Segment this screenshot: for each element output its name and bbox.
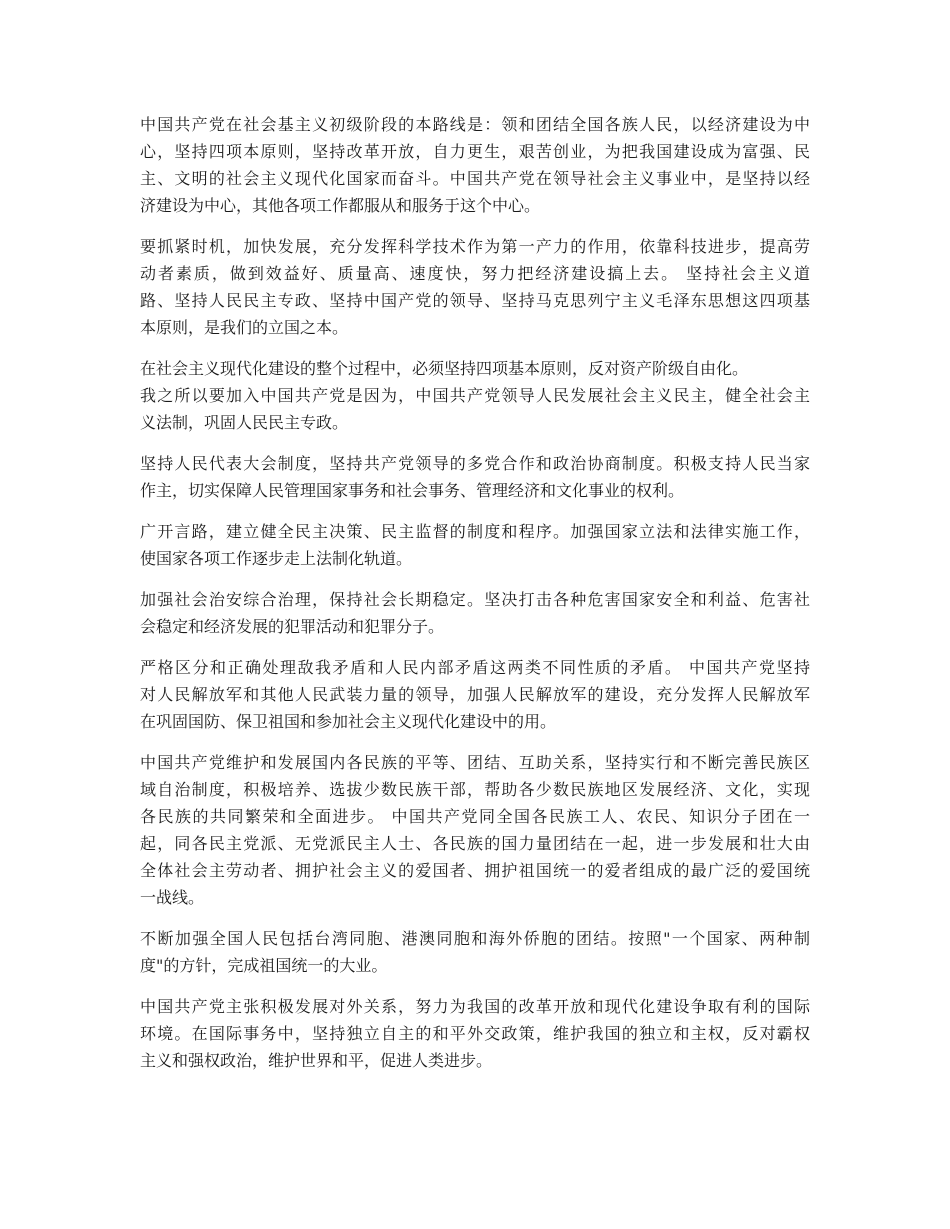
paragraph-7 (140, 654, 810, 735)
text-line: 动者素质，做到效益好、质量高、速度快，努力把经济建设搞上去。 坚持社会主义道 (140, 264, 810, 283)
paragraph-2 (140, 233, 810, 341)
paragraph-4 (140, 450, 810, 504)
text-line: 在巩固国防、保卫祖国和参加社会主义现代化建设中的用。 (140, 712, 557, 731)
paragraph-8 (140, 749, 810, 911)
paragraph-6 (140, 586, 810, 640)
text-line: 心，坚持四项本原则，坚持改革开放，自力更生，艰苦创业，为把我国建设成为富强、民 (140, 142, 810, 161)
text-line: 作主，切实保障人民管理国家事务和社会事务、管理经济和文化事业的权利。 (140, 481, 685, 500)
text-line: 中国共产党在社会基主义初级阶段的本路线是：领和团结全国各族人民，以经济建设为中 (140, 115, 810, 134)
text-line: 一战线。 (140, 888, 205, 907)
text-line: 主、文明的社会主义现代化国家而奋斗。中国共产党在领导社会主义事业中，是坚持以经 (140, 169, 810, 188)
text-line: 不断加强全国人民包括台湾同胞、港澳同胞和海外侨胞的团结。按照"一个国家、两种制 (140, 929, 810, 948)
text-line: 会稳定和经济发展的犯罪活动和犯罪分子。 (140, 617, 445, 636)
paragraph-9 (140, 925, 810, 979)
text-line: 本原则，是我们的立国之本。 (140, 318, 349, 337)
text-line: 广开言路，建立健全民主决策、民主监督的制度和程序。加强国家立法和法律实施工作， (140, 522, 810, 541)
text-line: 在社会主义现代化建设的整个过程中，必须坚持四项基本原则，反对资产阶级自由化。 (140, 359, 749, 378)
text-line: 坚持人民代表大会制度，坚持共产党领导的多党合作和政治协商制度。积极支持人民当家 (140, 454, 810, 473)
document-body (140, 111, 810, 1088)
text-line: 环境。在国际事务中，坚持独立自主的和平外交政策，维护我国的独立和主权，反对霸权 (140, 1024, 810, 1043)
text-line: 路、坚持人民民主专政、坚持中国产党的领导、坚持马克思列宁主义毛泽东思想这四项基 (140, 291, 810, 310)
text-line: 度"的方针，完成祖国统一的大业。 (140, 956, 388, 975)
text-line: 域自治制度，积极培养、选拔少数民族干部，帮助各少数民族地区发展经济、文化，实现 (140, 780, 810, 799)
text-line: 起，同各民主党派、无党派民主人士、各民族的国力量团结在一起，进一步发展和壮大由 (140, 834, 810, 853)
text-line: 我之所以要加入中国共产党是因为，中国共产党领导人民发展社会主义民主，健全社会主 (140, 386, 810, 405)
text-line: 中国共产党主张积极发展对外关系，努力为我国的改革开放和现代化建设争取有利的国际 (140, 997, 810, 1016)
text-line: 严格区分和正确处理敌我矛盾和人民内部矛盾这两类不同性质的矛盾。 中国共产党坚持 (140, 658, 810, 677)
paragraph-3 (140, 355, 810, 436)
text-line: 各民族的共同繁荣和全面进步。 中国共产党同全国各民族工人、农民、知识分子团在一 (140, 807, 810, 826)
text-line: 全体社会主劳动者、拥护社会主义的爱国者、拥护祖国统一的爱者组成的最广泛的爱国统 (140, 861, 810, 880)
text-line: 加强社会治安综合治理，保持社会长期稳定。坚决打击各种危害国家安全和利益、危害社 (140, 590, 810, 609)
text-line: 中国共产党维护和发展国内各民族的平等、团结、互助关系，坚持实行和不断完善民族区 (140, 753, 810, 772)
text-line: 济建设为中心，其他各项工作都服从和服务于这个中心。 (140, 196, 541, 215)
text-line: 对人民解放军和其他人民武装力量的领导，加强人民解放军的建设，充分发挥人民解放军 (140, 685, 810, 704)
text-line: 义法制，巩固人民民主专政。 (140, 413, 349, 432)
paragraph-1 (140, 111, 810, 219)
text-line: 要抓紧时机，加快发展，充分发挥科学技术作为第一产力的作用，依靠科技进步，提高劳 (140, 237, 810, 256)
text-line: 使国家各项工作逐步走上法制化轨道。 (140, 549, 413, 568)
paragraph-10 (140, 993, 810, 1074)
paragraph-5 (140, 518, 810, 572)
text-line: 主义和强权政治，维护世界和平，促进人类进步。 (140, 1051, 493, 1070)
